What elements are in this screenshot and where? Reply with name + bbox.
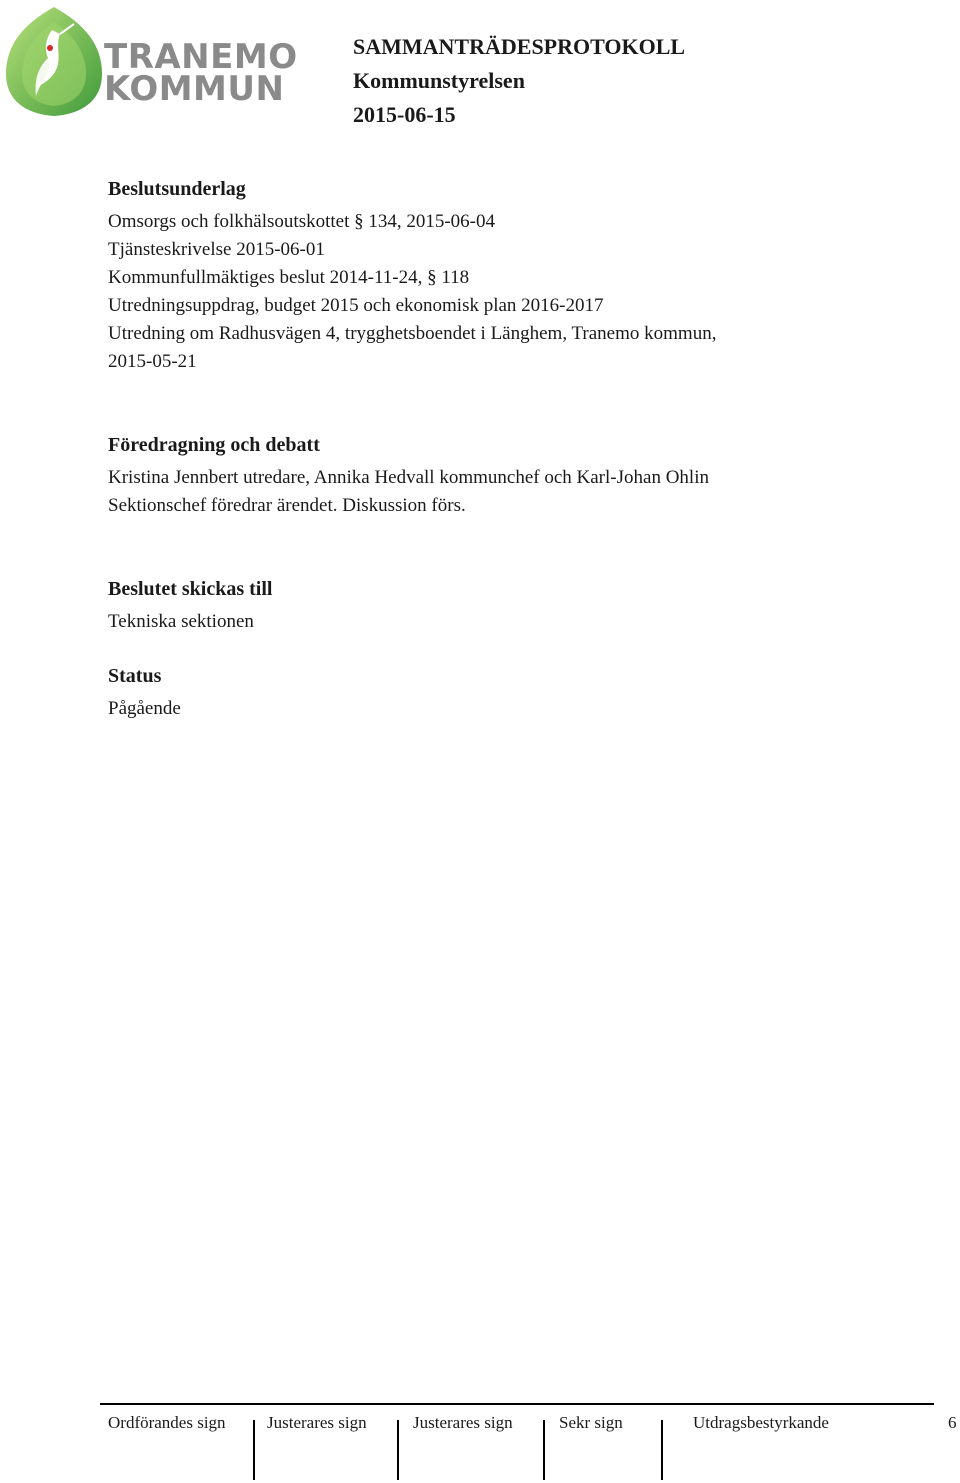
- page-number: 6: [948, 1413, 957, 1432]
- tranemo-kommun-logo: [4, 4, 298, 119]
- document-type-title: SAMMANTRÄDESPROTOKOLL: [353, 34, 686, 59]
- justerares-sign-label: Justerares sign: [413, 1413, 513, 1432]
- status-value: Pågående: [108, 698, 181, 719]
- beslutsunderlag-item: Tjänsteskrivelse 2015-06-01: [108, 239, 325, 260]
- beslutsunderlag-item: Omsorgs och folkhälsoutskottet § 134, 2015-06-04: [108, 211, 496, 232]
- beslutsunderlag-item: 2015-05-21: [108, 351, 197, 372]
- beslutet-skickas-value: Tekniska sektionen: [108, 611, 254, 632]
- beslutsunderlag-item: Utredning om Radhusvägen 4, trygghetsboendet i Länghem, Tranemo kommun,: [108, 323, 717, 344]
- footer-divider: [100, 1403, 934, 1405]
- beslutsunderlag-item: Kommunfullmäktiges beslut 2014-11-24, § 118: [108, 267, 470, 288]
- utdragsbestyrkande-label: Utdragsbestyrkande: [693, 1413, 829, 1432]
- logo-text-kommun: KOMMUN: [104, 69, 285, 109]
- protocol-content: [108, 176, 868, 723]
- committee-name: Kommunstyrelsen: [353, 68, 525, 93]
- meeting-date: 2015-06-15: [353, 102, 456, 127]
- foredragning-line: Kristina Jennbert utredare, Annika Hedvall kommunchef och Karl-Johan Ohlin: [108, 467, 709, 488]
- sekr-sign-label: Sekr sign: [559, 1413, 623, 1432]
- crane-shield-icon: [4, 4, 104, 119]
- signature-divider: [543, 1420, 545, 1480]
- beslutsunderlag-item: Utredningsuppdrag, budget 2015 och ekonomisk plan 2016-2017: [108, 295, 604, 316]
- foredragning-heading: Föredragning och debatt: [108, 434, 320, 456]
- signature-divider: [397, 1420, 399, 1480]
- ordforandes-sign-label: Ordförandes sign: [108, 1413, 226, 1432]
- signature-divider: [253, 1420, 255, 1480]
- beslutsunderlag-heading: Beslutsunderlag: [108, 178, 246, 200]
- foredragning-line: Sektionschef föredrar ärendet. Diskussion förs.: [108, 495, 466, 516]
- justerares-sign-label: Justerares sign: [267, 1413, 367, 1432]
- logo-text-tranemo: TRANEMO: [104, 37, 298, 77]
- signature-divider: [661, 1420, 663, 1480]
- beslutet-skickas-heading: Beslutet skickas till: [108, 578, 273, 600]
- status-heading: Status: [108, 665, 162, 687]
